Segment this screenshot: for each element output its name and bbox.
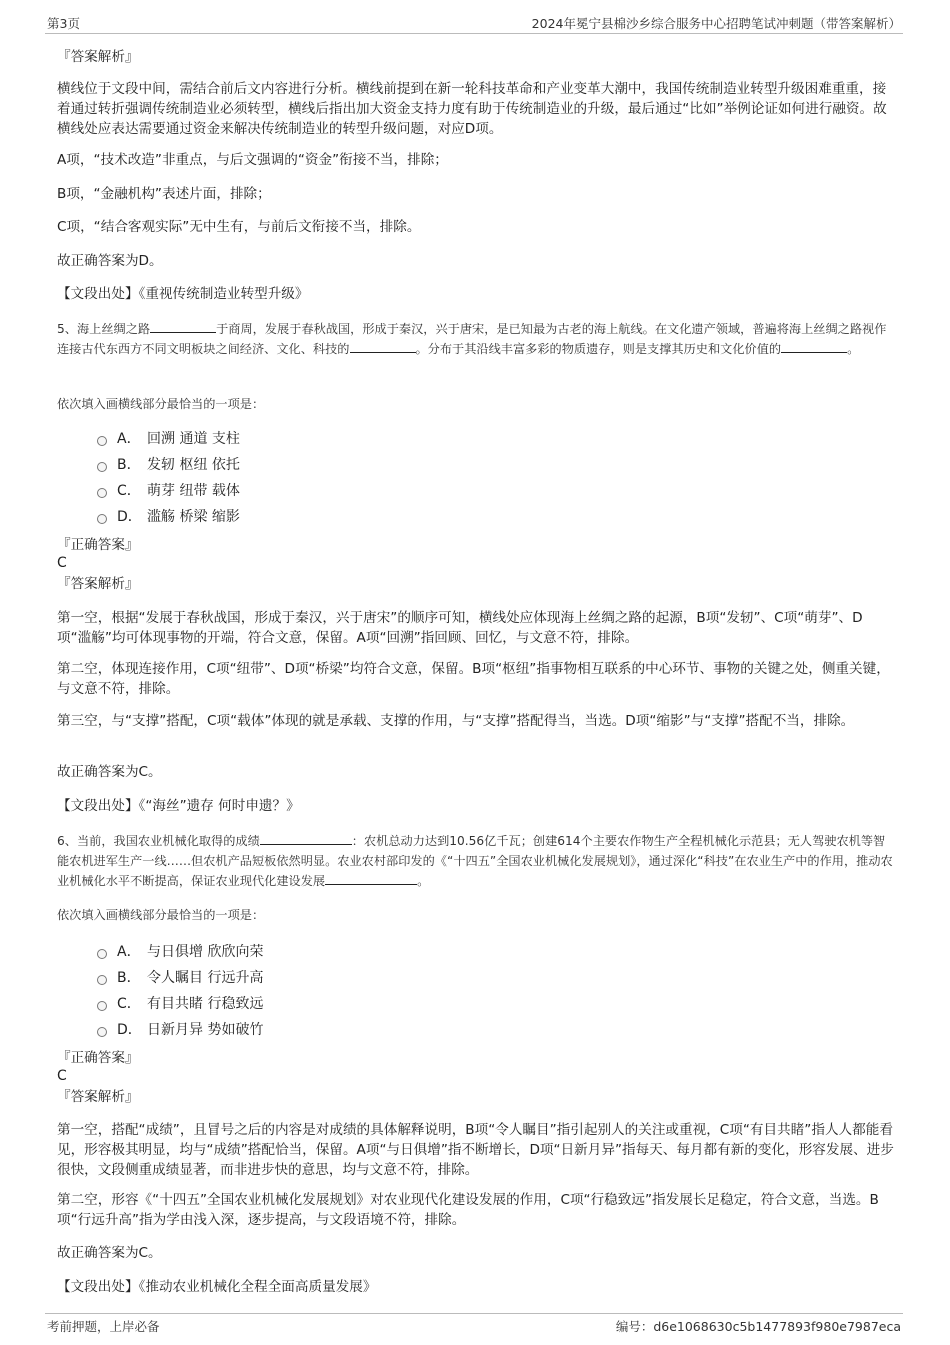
option-text: 发轫 枢纽 依托 xyxy=(147,457,240,473)
question-text: 。 xyxy=(847,342,860,356)
option-letter: B． xyxy=(117,457,141,473)
option-text: 与日俱增 欣欣向荣 xyxy=(147,944,264,960)
question-text: 。 xyxy=(417,874,430,888)
question-text: ：农机总动力达到10.56亿千瓦；创建614个主要农作物生产全程机械化示范县；无人驾驶农机等智能农机进军生产一线……但农机产品短板依然明显。农业农村部印发的《“十四五”全国农业机械化发展规划》，通过深化“科技”在农业生产中的作用，推动农业机械化水平不断提高，保证农业现代化建设发展 xyxy=(57,834,893,888)
final-answer-text: 故正确答案为C。 xyxy=(57,764,162,780)
analysis-paragraph: 第三空，与“支撑”搭配，C项“载体”体现的就是承载、支撑的作用，与“支撑”搭配得当，当选。D项“缩影”与“支撑”搭配不当，排除。 xyxy=(57,713,855,729)
footer-slogan: 考前押题，上岸必备 xyxy=(47,1319,160,1334)
option-letter: D． xyxy=(117,1022,142,1038)
option-text: 回溯 通道 支柱 xyxy=(147,431,240,447)
option-letter: B． xyxy=(117,970,141,986)
analysis-label: 『答案解析』 xyxy=(57,1089,139,1105)
option-text: 有目共睹 行稳致远 xyxy=(147,996,264,1012)
option-letter: D． xyxy=(117,509,142,525)
radio-icon[interactable] xyxy=(97,462,107,472)
question-text: 6、当前，我国农业机械化取得的成绩 xyxy=(57,834,260,848)
page-header xyxy=(45,11,903,34)
option-letter: C． xyxy=(117,996,141,1012)
fill-blank xyxy=(260,831,352,845)
option-text: 滥觞 桥梁 缩影 xyxy=(147,509,240,525)
radio-icon[interactable] xyxy=(97,949,107,959)
question-5-stem xyxy=(57,319,895,359)
question-instruction: 依次填入画横线部分最恰当的一项是： xyxy=(57,908,265,922)
radio-icon[interactable] xyxy=(97,1027,107,1037)
radio-icon[interactable] xyxy=(97,488,107,498)
source-citation: 【文段出处】《重视传统制造业转型升级》 xyxy=(57,286,309,302)
page-footer xyxy=(45,1313,903,1336)
analysis-paragraph: 第二空，体现连接作用，C项“纽带”、D项“桥梁”均符合文意，保留。B项“枢纽”指事物相互联系的中心环节、事物的关键之处，侧重关键，与文意不符，排除。 xyxy=(57,661,890,697)
source-citation: 【文段出处】《“海丝”遗存 何时申遗？》 xyxy=(57,798,300,814)
question-text: 于商周，发展于春秋战国，形成于秦汉，兴于唐宋，是已知最为古老的海上航线。在文化遗产领域，普遍将海上丝绸之路视作连接古代东西方不同文明板块之间经济、文化、科技的 xyxy=(57,322,887,356)
analysis-paragraph: 横线位于文段中间，需结合前后文内容进行分析。横线前提到在新一轮科技革命和产业变革大潮中，我国传统制造业转型升级困难重重，接着通过转折强调传统制造业必须转型，横线后指出加大资金支持力度有助于传统制造业的升级，最后通过“比如”举例论证如何进行融资。故横线处应表达需要通过资金来解决传统制造业的转型升级问题，对应D项。 xyxy=(57,81,887,137)
document-code: 编号：d6e1068630c5b1477893f980e7987eca xyxy=(615,1319,901,1334)
source-citation: 【文段出处】《推动农业机械化全程全面高质量发展》 xyxy=(57,1279,377,1295)
analysis-paragraph: 第一空，搭配“成绩”，且冒号之后的内容是对成绩的具体解释说明，B项“令人瞩目”指引起别人的关注或重视，C项“有目共睹”指人人都能看见，形容极其明显，均与“成绩”搭配恰当，保留。A项“与日俱增”指不断增长，D项“日新月异”指每天、每月都有新的变化，形容发展、进步很快，文段侧重成绩显著，而非进步快的意思，均与文意不符，排除。 xyxy=(57,1122,894,1178)
option-b[interactable] xyxy=(97,967,263,989)
correct-answer-value: C xyxy=(57,555,67,571)
option-a[interactable] xyxy=(97,941,263,963)
analysis-label: 『答案解析』 xyxy=(57,49,139,65)
question-text: 。分布于其沿线丰富多彩的物质遗存，则是支撑其历史和文化价值的 xyxy=(415,342,782,356)
question-6-stem xyxy=(57,831,895,891)
radio-icon[interactable] xyxy=(97,1001,107,1011)
fill-blank xyxy=(325,871,417,885)
radio-icon[interactable] xyxy=(97,975,107,985)
option-d[interactable] xyxy=(97,1019,263,1041)
analysis-paragraph: B项，“金融机构”表述片面，排除； xyxy=(57,186,271,202)
radio-icon[interactable] xyxy=(97,436,107,446)
option-text: 日新月异 势如破竹 xyxy=(147,1022,264,1038)
correct-answer-label: 『正确答案』 xyxy=(57,537,139,553)
document-title: 2024年冕宁县棉沙乡综合服务中心招聘笔试冲刺题（带答案解析） xyxy=(531,16,901,31)
fill-blank xyxy=(781,339,847,353)
correct-answer-label: 『正确答案』 xyxy=(57,1050,139,1066)
option-b[interactable] xyxy=(97,454,240,476)
final-answer-text: 故正确答案为C。 xyxy=(57,1245,162,1261)
option-c[interactable] xyxy=(97,993,263,1015)
option-c[interactable] xyxy=(97,480,240,502)
analysis-paragraph: 第二空，形容《“十四五”全国农业机械化发展规划》对农业现代化建设发展的作用，C项“行稳致远”指发展长足稳定，符合文意，当选。B项“行远升高”指为学由浅入深，逐步提高，与文段语境不符，排除。 xyxy=(57,1192,879,1228)
page-number: 第3页 xyxy=(47,16,80,31)
fill-blank xyxy=(350,339,416,353)
question-instruction: 依次填入画横线部分最恰当的一项是： xyxy=(57,397,265,411)
option-letter: A． xyxy=(117,431,141,447)
fill-blank xyxy=(150,319,216,333)
final-answer-text: 故正确答案为D。 xyxy=(57,253,163,269)
option-letter: A． xyxy=(117,944,141,960)
analysis-label: 『答案解析』 xyxy=(57,576,139,592)
analysis-paragraph: A项，“技术改造”非重点，与后文强调的“资金”衔接不当，排除； xyxy=(57,152,448,168)
analysis-paragraph: 第一空，根据“发展于春秋战国，形成于秦汉，兴于唐宋”的顺序可知，横线处应体现海上丝绸之路的起源，B项“发轫”、C项“萌芽”、D项“滥觞”均可体现事物的开端，符合文意，保留。A项“回溯”指回顾、回忆，与文意不符，排除。 xyxy=(57,610,863,646)
radio-icon[interactable] xyxy=(97,514,107,524)
analysis-paragraph: C项，“结合客观实际”无中生有，与前后文衔接不当，排除。 xyxy=(57,219,421,235)
correct-answer-value: C xyxy=(57,1068,67,1084)
option-letter: C． xyxy=(117,483,141,499)
option-a[interactable] xyxy=(97,428,240,450)
question-text: 5、海上丝绸之路 xyxy=(57,322,151,336)
option-d[interactable] xyxy=(97,506,240,528)
option-text: 萌芽 纽带 载体 xyxy=(147,483,240,499)
option-text: 令人瞩目 行远升高 xyxy=(147,970,264,986)
